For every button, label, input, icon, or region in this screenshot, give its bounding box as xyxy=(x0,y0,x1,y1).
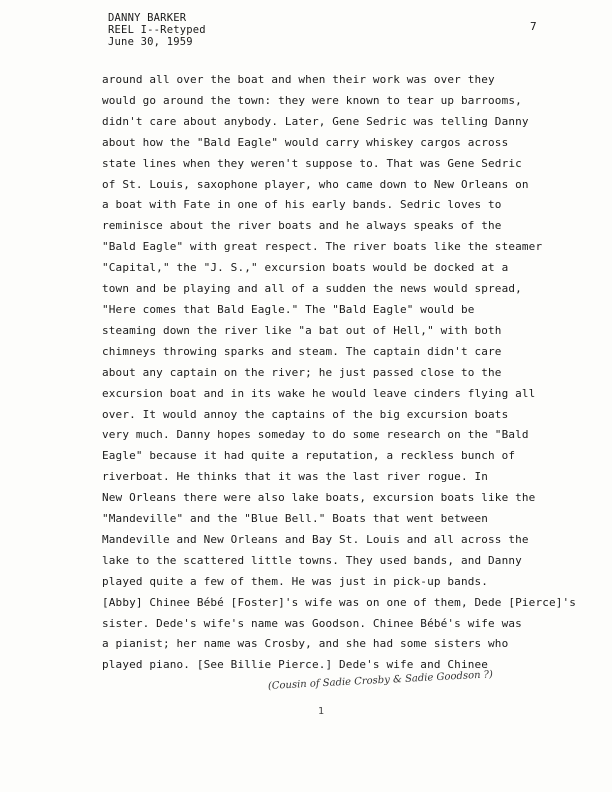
text-line: played piano. [See Billie Pierce.] Dede's wife and Chinee xyxy=(102,658,489,672)
body-text xyxy=(102,70,592,676)
header-date: June 30, 1959 xyxy=(108,36,193,48)
text-line: about how the "Bald Eagle" would carry whiskey cargos across xyxy=(102,135,509,149)
text-line: excursion boat and in its wake he would leave cinders flying all xyxy=(102,386,536,400)
text-line: of St. Louis, saxophone player, who came down to New Orleans on xyxy=(102,177,529,191)
text-line: played quite a few of them. He was just in pick-up bands. xyxy=(102,574,489,588)
text-line: "Here comes that Bald Eagle." The "Bald Eagle" would be xyxy=(102,302,475,316)
text-line: Mandeville and New Orleans and Bay St. Louis and all across the xyxy=(102,532,529,546)
text-line: "Capital," the "J. S.," excursion boats would be docked at a xyxy=(102,261,509,275)
text-line: very much. Danny hopes someday to do some research on the "Bald xyxy=(102,428,529,442)
text-line: town and be playing and all of a sudden the news would spread, xyxy=(102,282,522,296)
text-line: sister. Dede's wife's name was Goodson. Chinee Bébé's wife was xyxy=(102,616,522,630)
text-line: reminisce about the river boats and he always speaks of the xyxy=(102,219,502,233)
handwritten-annotation: (Cousin of Sadie Crosby & Sadie Goodson ?) xyxy=(267,669,494,692)
text-line: around all over the boat and when their work was over they xyxy=(102,73,495,86)
text-line: a pianist; her name was Crosby, and she had some sisters who xyxy=(102,637,509,651)
text-line: Eagle" because it had quite a reputation, a reckless bunch of xyxy=(102,449,516,463)
text-line: would go around the town: they were known to tear up barrooms, xyxy=(102,93,522,107)
header-name: DANNY BARKER xyxy=(108,12,187,24)
text-line: didn't care about anybody. Later, Gene Sedric was telling Danny xyxy=(102,114,529,128)
text-line: New Orleans there were also lake boats, excursion boats like the xyxy=(102,491,536,505)
text-line: lake to the scattered little towns. They used bands, and Danny xyxy=(102,553,522,567)
footer-mark: 1 xyxy=(318,706,325,717)
text-line: "Mandeville" and the "Blue Bell." Boats that went between xyxy=(102,512,489,526)
text-line: over. It would annoy the captains of the big excursion boats xyxy=(102,407,509,421)
text-line: a boat with Fate in one of his early bands. Sedric loves to xyxy=(102,198,502,212)
text-line: about any captain on the river; he just passed close to the xyxy=(102,365,502,379)
text-line: steaming down the river like "a bat out of Hell," with both xyxy=(102,323,502,337)
text-line: [Abby] Chinee Bébé [Foster]'s wife was on one of them, Dede [Pierce]'s xyxy=(102,595,577,609)
header-reel: REEL I--Retyped xyxy=(108,24,206,36)
page-number: 7 xyxy=(530,20,537,33)
text-line: chimneys throwing sparks and steam. The captain didn't care xyxy=(102,344,502,358)
text-line: state lines when they weren't suppose to. That was Gene Sedric xyxy=(102,156,522,170)
document-header xyxy=(108,12,206,48)
text-line: "Bald Eagle" with great respect. The river boats like the steamer xyxy=(102,240,543,254)
text-line: riverboat. He thinks that it was the last river rogue. In xyxy=(102,470,489,484)
